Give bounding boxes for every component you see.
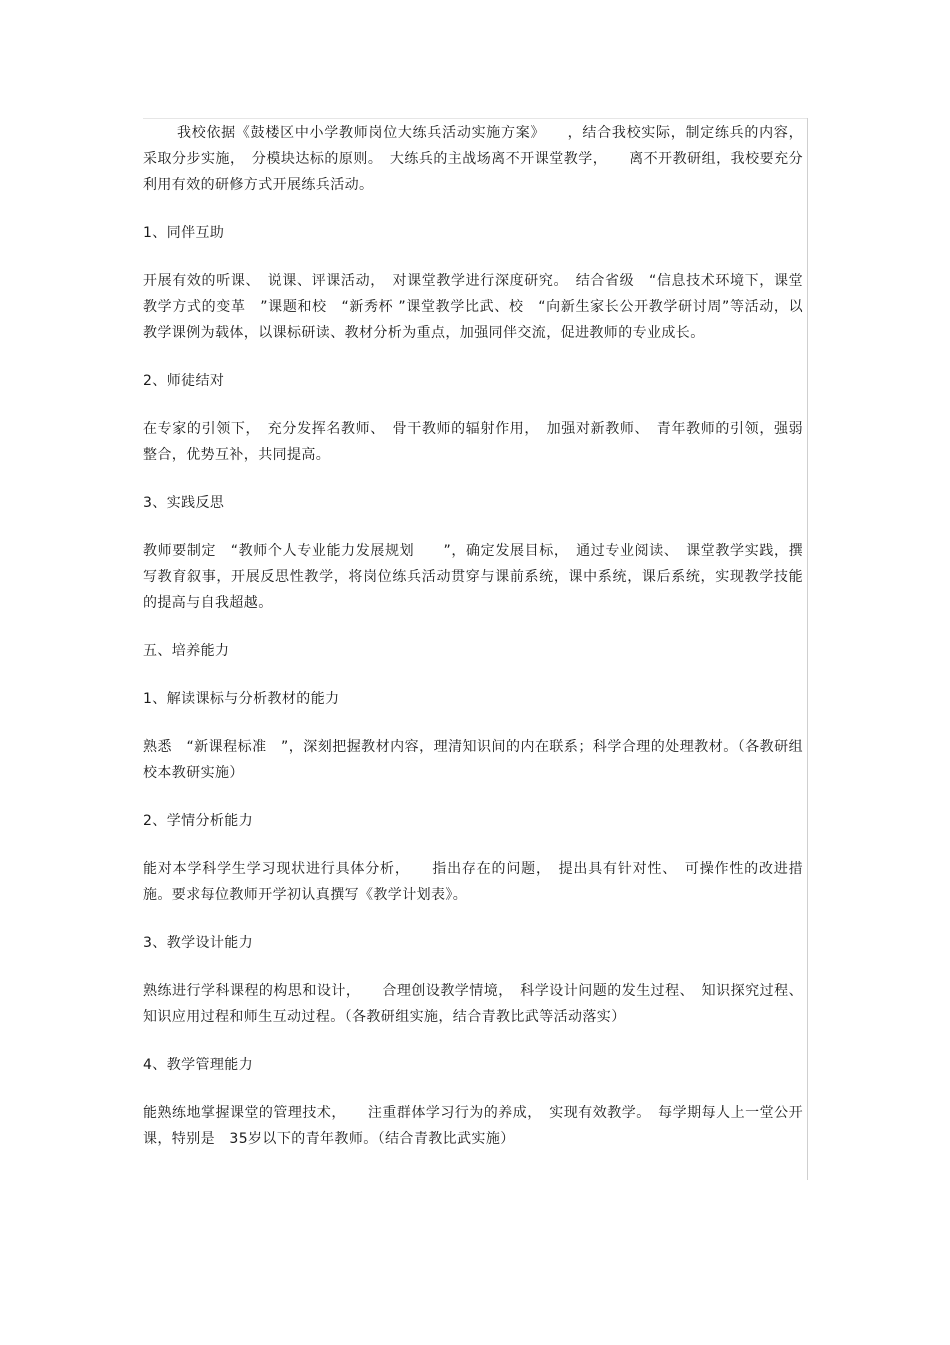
- chapter-heading: 五、培养能力: [143, 643, 230, 659]
- section-paragraph: 能熟练地掌握课堂的管理技术， 注重群体学习行为的养成， 实现有效教学。 每学期每人上一堂公开课，特别是 35岁以下的青年教师。（结合青教比武实施）: [143, 1105, 803, 1147]
- section-paragraph: 能对本学科学生学习现状进行具体分析， 指出存在的问题， 提出具有针对性、 可操作性的改进措施。要求每位教师开学初认真撰写《教学计划表》。: [143, 861, 803, 903]
- page-right-rule: [807, 118, 808, 1180]
- section-paragraph: 开展有效的听课、 说课、评课活动， 对课堂教学进行深度研究。 结合省级 “信息技术环境下，课堂教学方式的变革 ”课题和校 “新秀杯 ”课堂教学比武、校 “向新生家长公开教学研讨周”等活动，以教学课例为载体，以课标研读、教材分析为重点，加强同伴交流，促进教师的专业成长。: [143, 273, 803, 341]
- intro-paragraph: 我校依据《鼓楼区中小学教师岗位大练兵活动实施方案》 ，结合我校实际，制定练兵的内容，采取分步实施， 分模块达标的原则。 大练兵的主战场离不开课堂教学， 离不开教研组，我校要充分利用有效的研修方式开展练兵活动。: [143, 125, 803, 193]
- section-heading: 1、解读课标与分析教材的能力: [143, 691, 340, 707]
- section-paragraph: 教师要制定 “教师个人专业能力发展规划 ”，确定发展目标， 通过专业阅读、 课堂教学实践，撰写教育叙事，开展反思性教学，将岗位练兵活动贯穿与课前系统，课中系统，课后系统，实现教学技能的提高与自我超越。: [143, 543, 803, 611]
- section-heading: 4、教学管理能力: [143, 1057, 254, 1073]
- document-body: [143, 120, 803, 1174]
- section-heading: 2、师徒结对: [143, 373, 225, 389]
- section-heading: 2、学情分析能力: [143, 813, 254, 829]
- section-heading: 1、同伴互助: [143, 225, 225, 241]
- section-heading: 3、实践反思: [143, 495, 225, 511]
- section-heading: 3、教学设计能力: [143, 935, 254, 951]
- section-paragraph: 熟练进行学科课程的构思和设计， 合理创设教学情境， 科学设计问题的发生过程、 知识探究过程、知识应用过程和师生互动过程。（各教研组实施，结合青教比武等活动落实）: [143, 983, 803, 1025]
- page-top-rule: [143, 118, 807, 119]
- section-paragraph: 在专家的引领下， 充分发挥名教师、 骨干教师的辐射作用， 加强对新教师、 青年教师的引领，强弱整合，优势互补，共同提高。: [143, 421, 803, 463]
- section-paragraph: 熟悉 “新课程标准 ”，深刻把握教材内容，理清知识间的内在联系；科学合理的处理教材。（各教研组校本教研实施）: [143, 739, 803, 781]
